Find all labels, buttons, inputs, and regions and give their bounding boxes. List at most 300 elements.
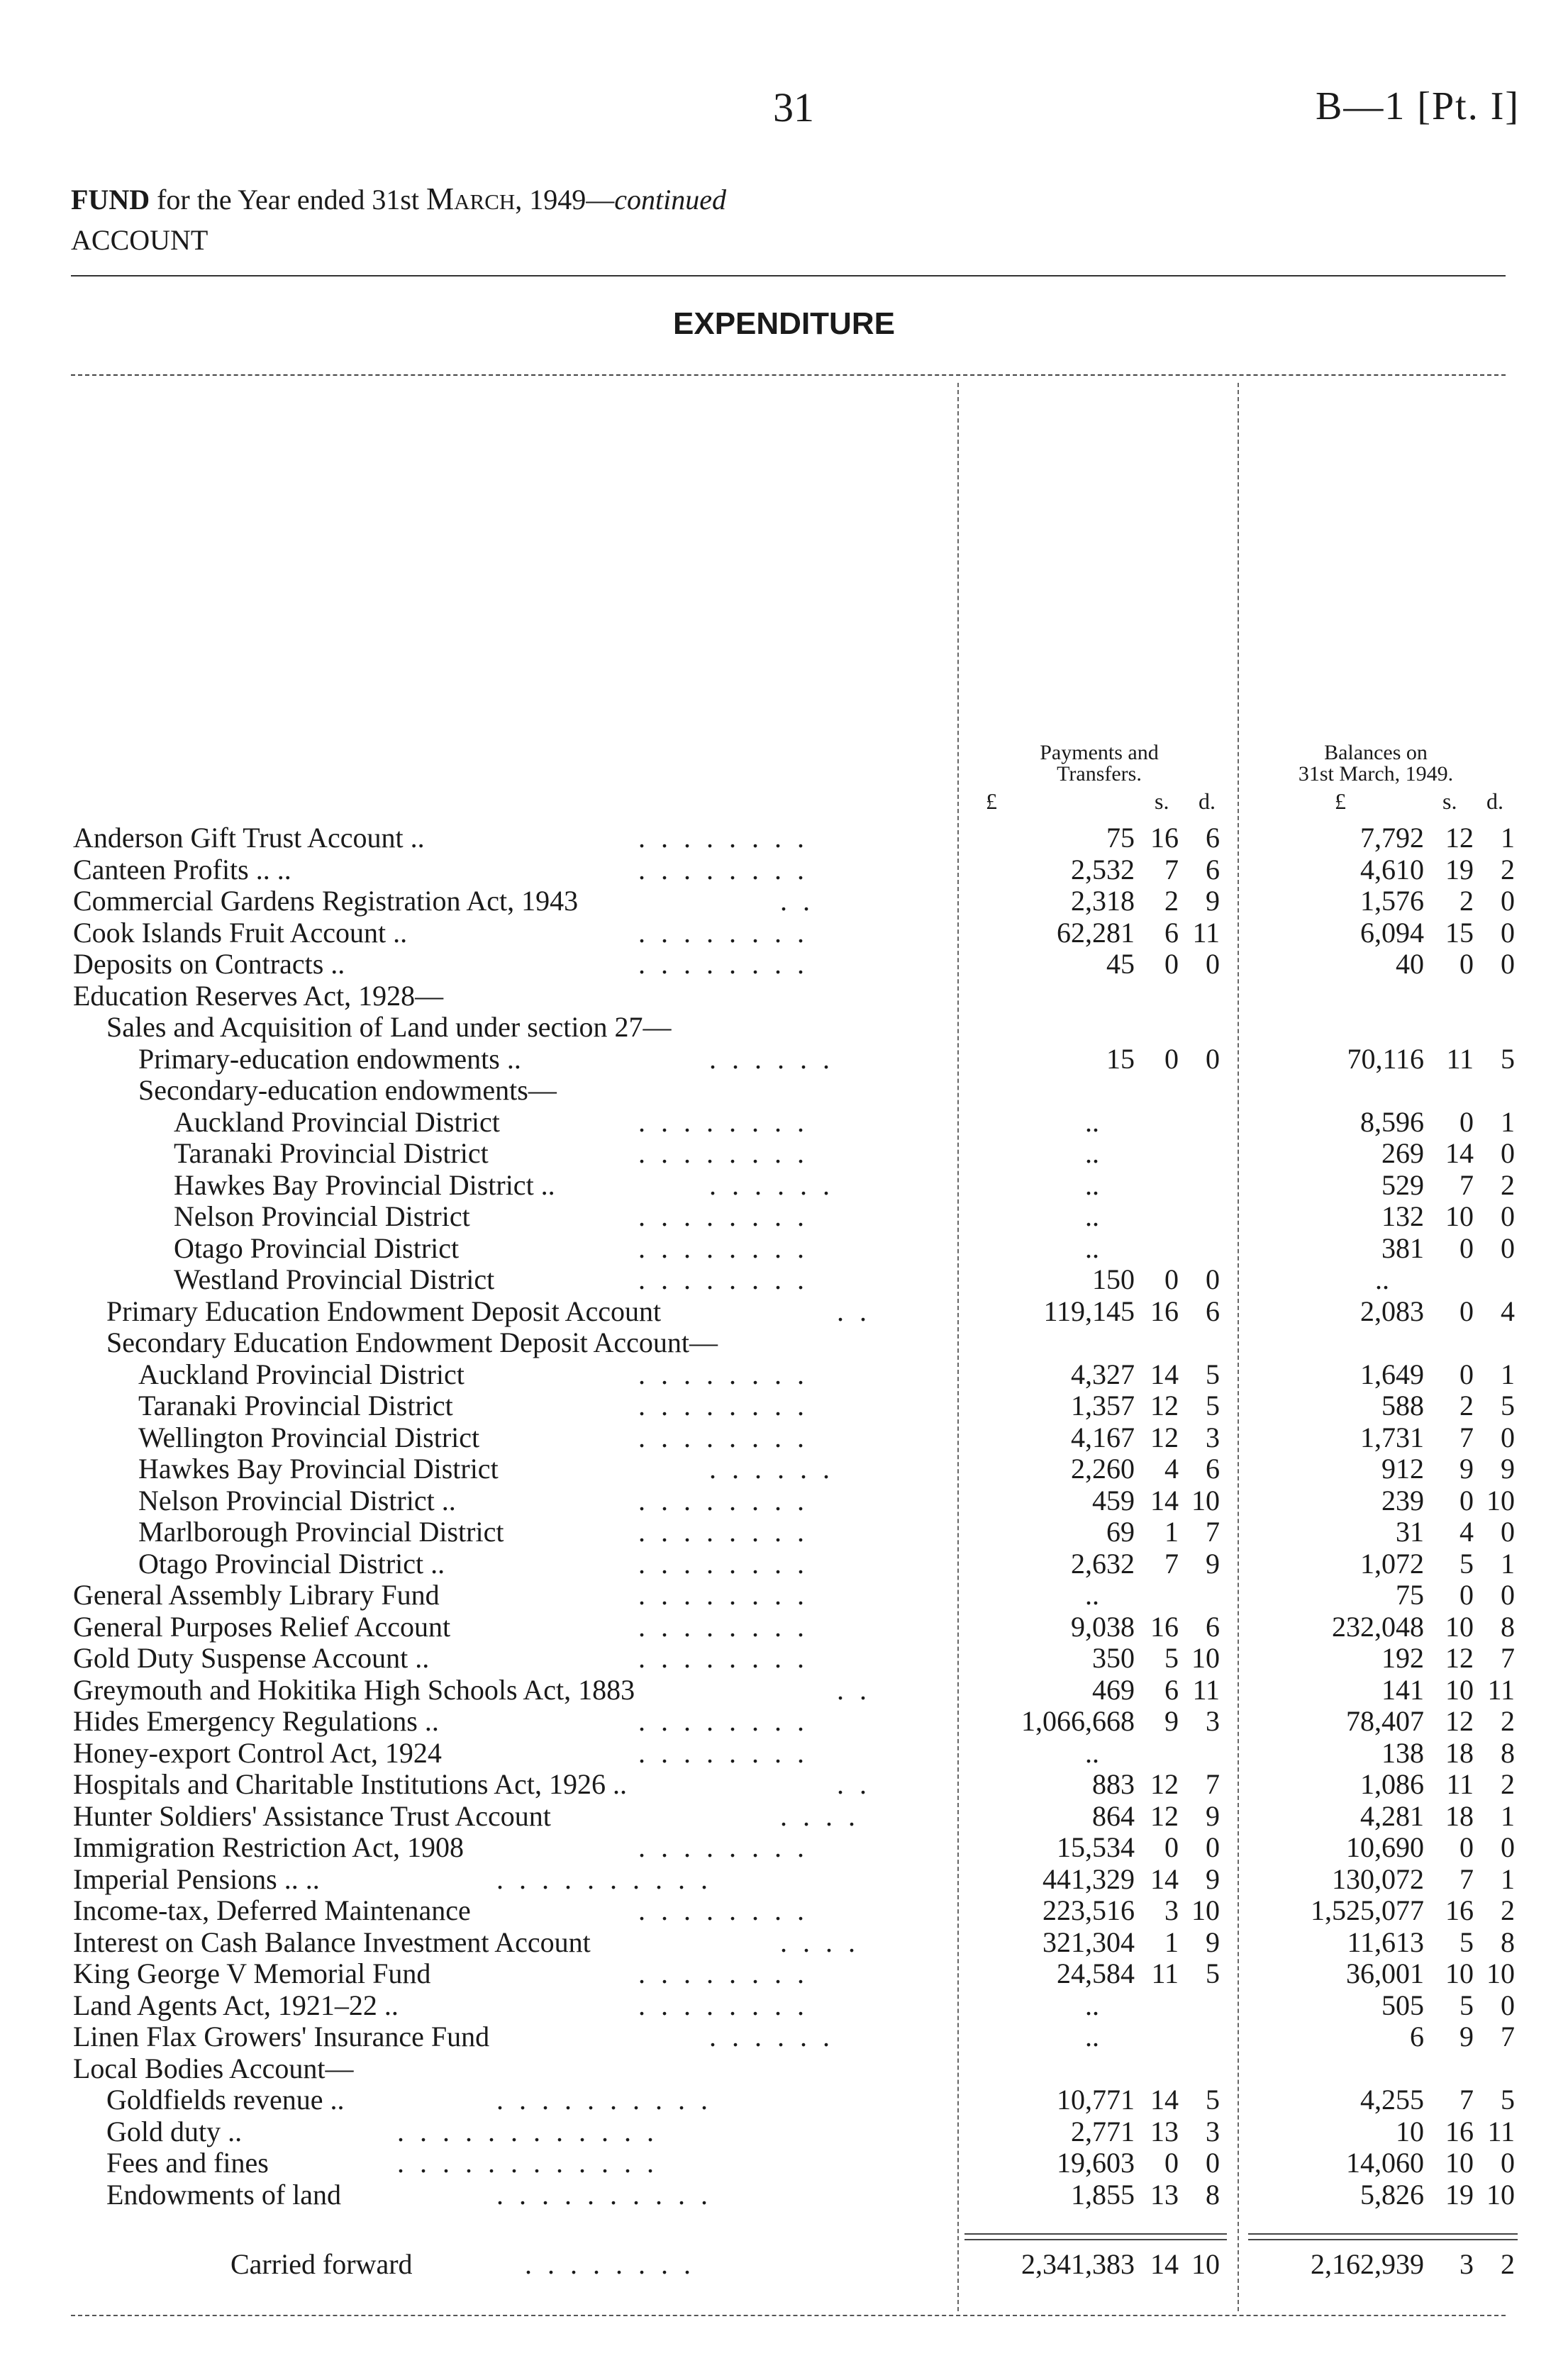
payment-pence: 6 (1206, 1453, 1220, 1485)
balance-pence: 8 (1501, 1926, 1515, 1958)
payment-pounds: 119,145 (1043, 1295, 1135, 1327)
payment-pence: 6 (1206, 822, 1220, 854)
row-label: Honey-export Control Act, 1924 (73, 1736, 442, 1769)
payment-shillings: 1 (1164, 1516, 1179, 1548)
leader-dots: . . . . . . . . (638, 1263, 808, 1295)
table-row (0, 2084, 1568, 2116)
leader-dots: . . . . . . (709, 1168, 834, 1201)
balance-shillings: 0 (1459, 1358, 1474, 1390)
table-row (0, 1138, 1568, 1170)
table-row (0, 1327, 1568, 1359)
leader-dots: . . . . . . . . (638, 1200, 808, 1232)
payment-pounds: 2,632 (1071, 1547, 1135, 1580)
table-row (0, 1044, 1568, 1076)
payment-pence: 9 (1206, 1862, 1220, 1895)
row-label: Secondary-education endowments— (138, 1074, 557, 1106)
expenditure-rows (0, 822, 1568, 2211)
payment-pounds: 4,167 (1071, 1421, 1135, 1453)
payment-pounds: 9,038 (1071, 1610, 1135, 1643)
row-label: Local Bodies Account— (73, 2052, 354, 2084)
section-heading: EXPENDITURE (673, 306, 895, 341)
payment-shillings: 2 (1164, 885, 1179, 917)
balance-shillings: 0 (1459, 1579, 1474, 1611)
leader-dots: . . . . . . . . (638, 1547, 808, 1580)
balance-shillings: 18 (1445, 1799, 1474, 1832)
payment-nil: .. (1085, 1200, 1099, 1232)
row-label: Endowments of land (106, 2178, 342, 2211)
balances-pound-unit: £ (1335, 788, 1346, 814)
row-label: Gold duty .. (106, 2115, 243, 2147)
payment-shillings: 0 (1164, 1042, 1179, 1075)
leader-dots: . . . . . . . . (638, 916, 808, 949)
account-label: ACCOUNT (71, 224, 208, 256)
balance-pence: 11 (1487, 1673, 1515, 1706)
payment-pence: 9 (1206, 1926, 1220, 1958)
row-label: Auckland Provincial District (174, 1105, 500, 1138)
leader-dots: . . . . . . . . (638, 853, 808, 885)
balance-pounds: 232,048 (1332, 1610, 1424, 1643)
payment-shillings: 11 (1151, 1957, 1179, 1989)
balance-pence: 1 (1501, 1799, 1515, 1832)
payment-nil: .. (1085, 1105, 1099, 1138)
row-label: Commercial Gardens Registration Act, 1943 (73, 885, 579, 917)
balance-shillings: 5 (1459, 1547, 1474, 1580)
leader-dots: . . . . . . . . . . (496, 2178, 712, 2211)
leader-dots: . . . . . . . . (638, 1421, 808, 1453)
payment-pence: 11 (1192, 916, 1220, 949)
table-row (0, 1958, 1568, 1990)
table-row (0, 885, 1568, 917)
balance-pence: 11 (1487, 2115, 1515, 2147)
payment-pence: 7 (1206, 1516, 1220, 1548)
table-row (0, 1548, 1568, 1580)
balance-pence: 0 (1501, 1137, 1515, 1169)
payment-shillings: 0 (1164, 2147, 1179, 2179)
balance-pounds: 1,525,077 (1311, 1894, 1424, 1926)
row-label: Hides Emergency Regulations .. (73, 1705, 439, 1737)
balance-pence: 0 (1501, 1516, 1515, 1548)
payment-pence: 6 (1206, 1610, 1220, 1643)
balance-shillings: 0 (1459, 1231, 1474, 1264)
carried-payment-shillings: 14 (1150, 2248, 1179, 2280)
balance-shillings: 11 (1446, 1042, 1474, 1075)
payment-pounds: 24,584 (1057, 1957, 1135, 1989)
leader-dots: . . . . . . . . . . . . (397, 2115, 658, 2147)
table-row (0, 1643, 1568, 1675)
balance-pence: 1 (1501, 822, 1515, 854)
balance-shillings: 0 (1459, 948, 1474, 980)
row-label: Land Agents Act, 1921–22 .. (73, 1989, 399, 2021)
table-row (0, 1264, 1568, 1296)
balance-pounds: 1,072 (1360, 1547, 1424, 1580)
balances-pence-unit: d. (1486, 788, 1503, 814)
payment-shillings: 12 (1150, 1768, 1179, 1800)
balance-shillings: 16 (1445, 2115, 1474, 2147)
table-row (0, 1390, 1568, 1422)
balance-pounds: 381 (1381, 1231, 1424, 1264)
row-label: Cook Islands Fruit Account .. (73, 916, 408, 949)
payment-nil: .. (1085, 2021, 1099, 2052)
leader-dots: . . . . . . (709, 2021, 834, 2052)
leader-dots: . . . . . . . . (638, 1831, 808, 1863)
balance-pounds: 5,826 (1360, 2178, 1424, 2211)
payment-pounds: 15 (1106, 1042, 1135, 1075)
table-row (0, 1296, 1568, 1328)
balance-pounds: 912 (1381, 1453, 1424, 1485)
carried-payment-pounds: 2,341,383 (1021, 2248, 1135, 2280)
payment-nil: .. (1085, 1137, 1099, 1169)
row-label: Hawkes Bay Provincial District .. (174, 1168, 555, 1201)
balance-pounds: 192 (1381, 1642, 1424, 1674)
balance-pounds: 31 (1396, 1516, 1424, 1548)
payment-nil: .. (1085, 1736, 1099, 1769)
row-label: Nelson Provincial District .. (138, 1484, 456, 1516)
top-rule (71, 275, 1506, 276)
payments-total-rule-2 (964, 2239, 1227, 2240)
balance-pounds: 8,596 (1360, 1105, 1424, 1138)
balance-shillings: 12 (1445, 1642, 1474, 1674)
balance-shillings: 10 (1445, 1610, 1474, 1643)
table-row (0, 2021, 1568, 2053)
leader-dots: . . (837, 1295, 871, 1327)
table-row (0, 917, 1568, 949)
balance-pence: 0 (1501, 1579, 1515, 1611)
row-label: General Assembly Library Fund (73, 1579, 440, 1611)
balance-shillings: 0 (1459, 1295, 1474, 1327)
payment-pence: 8 (1206, 2178, 1220, 2211)
table-row (0, 1895, 1568, 1927)
row-label: Otago Provincial District .. (138, 1547, 445, 1580)
leader-dots: . . . . . . . . (638, 1231, 808, 1264)
balance-pence: 7 (1501, 2021, 1515, 2052)
table-row (0, 2179, 1568, 2211)
payment-pounds: 69 (1106, 1516, 1135, 1548)
balance-shillings: 5 (1459, 1926, 1474, 1958)
payment-pence: 5 (1206, 1390, 1220, 1421)
payment-shillings: 7 (1164, 1547, 1179, 1580)
balance-pounds: 1,731 (1360, 1421, 1424, 1453)
balance-shillings: 2 (1459, 885, 1474, 917)
payment-pence: 11 (1192, 1673, 1220, 1706)
payment-pounds: 469 (1092, 1673, 1135, 1706)
balance-pounds: 4,255 (1360, 2084, 1424, 2116)
table-row (0, 1170, 1568, 1202)
payment-shillings: 9 (1164, 1705, 1179, 1737)
balance-pounds: 529 (1381, 1168, 1424, 1201)
payment-nil: .. (1085, 1989, 1099, 2021)
balance-pounds: 588 (1381, 1390, 1424, 1421)
payment-pence: 6 (1206, 1295, 1220, 1327)
payment-shillings: 6 (1164, 916, 1179, 949)
carried-forward-row (0, 2249, 1568, 2280)
payment-shillings: 12 (1150, 1421, 1179, 1453)
balance-shillings: 16 (1445, 1894, 1474, 1926)
payments-total-rule (964, 2233, 1227, 2235)
table-row (0, 1422, 1568, 1454)
payment-pounds: 883 (1092, 1768, 1135, 1800)
payment-pence: 10 (1191, 1894, 1220, 1926)
balances-column-header (1248, 742, 1503, 785)
row-label: Auckland Provincial District (138, 1358, 465, 1390)
table-row (0, 1233, 1568, 1265)
title-for: for the Year ended 31st (157, 184, 420, 216)
carried-balance-pounds: 2,162,939 (1311, 2248, 1424, 2280)
payment-pence: 3 (1206, 2115, 1220, 2147)
table-row (0, 1927, 1568, 1959)
payment-shillings: 0 (1164, 1263, 1179, 1295)
payment-pounds: 864 (1092, 1799, 1135, 1832)
row-label: Hawkes Bay Provincial District (138, 1453, 499, 1485)
row-label: Income-tax, Deferred Maintenance (73, 1894, 471, 1926)
payment-pounds: 441,329 (1042, 1862, 1135, 1895)
row-label: Fees and fines (106, 2147, 269, 2179)
carried-forward-label: Carried forward (230, 2248, 413, 2280)
balance-pence: 5 (1501, 1042, 1515, 1075)
row-label: Goldfields revenue .. (106, 2084, 345, 2116)
balance-pounds: 1,086 (1360, 1768, 1424, 1800)
balance-shillings: 10 (1445, 1957, 1474, 1989)
table-row (0, 1864, 1568, 1896)
payment-pounds: 75 (1106, 822, 1135, 854)
leader-dots: . . . . . . . . (638, 1484, 808, 1516)
leader-dots: . . (780, 885, 814, 917)
balance-pounds: 10,690 (1346, 1831, 1424, 1863)
leader-dots: . . . . . . . . (638, 1358, 808, 1390)
row-label: Sales and Acquisition of Land under section 27— (106, 1011, 672, 1043)
payment-shillings: 14 (1150, 1358, 1179, 1390)
balance-shillings: 18 (1445, 1736, 1474, 1769)
balance-pounds: 239 (1381, 1484, 1424, 1516)
balance-pence: 8 (1501, 1736, 1515, 1769)
payment-shillings: 0 (1164, 948, 1179, 980)
table-row (0, 949, 1568, 981)
balance-pounds: 269 (1381, 1137, 1424, 1169)
payment-pounds: 350 (1092, 1642, 1135, 1674)
balance-shillings: 5 (1459, 1989, 1474, 2021)
row-label: Wellington Provincial District (138, 1421, 480, 1453)
title-month: March (426, 181, 516, 216)
balance-pence: 2 (1501, 853, 1515, 885)
row-label: Linen Flax Growers' Insurance Fund (73, 2021, 490, 2052)
row-label: Interest on Cash Balance Investment Account (73, 1926, 591, 1958)
row-label: General Purposes Relief Account (73, 1610, 451, 1643)
balance-shillings: 10 (1445, 1673, 1474, 1706)
title-fund: FUND (71, 184, 150, 216)
balance-pence: 0 (1501, 885, 1515, 917)
balance-shillings: 15 (1445, 916, 1474, 949)
row-label: Marlborough Provincial District (138, 1516, 504, 1548)
payment-shillings: 16 (1150, 1610, 1179, 1643)
payment-pounds: 45 (1106, 948, 1135, 980)
payment-shillings: 16 (1150, 1295, 1179, 1327)
row-label: Hunter Soldiers' Assistance Trust Account (73, 1799, 551, 1832)
table-row (0, 1611, 1568, 1643)
balance-shillings: 0 (1459, 1105, 1474, 1138)
table-row (0, 1990, 1568, 2022)
table-row (0, 1675, 1568, 1706)
payments-header-line1: Payments and (1040, 741, 1159, 764)
balance-pence: 9 (1501, 1453, 1515, 1485)
balance-pence: 10 (1486, 1484, 1515, 1516)
payment-pounds: 2,260 (1071, 1453, 1135, 1485)
carried-balance-pence: 2 (1501, 2248, 1515, 2280)
table-row (0, 981, 1568, 1012)
row-label: Taranaki Provincial District (138, 1390, 453, 1421)
balance-shillings: 2 (1459, 1390, 1474, 1421)
balance-pence: 2 (1501, 1768, 1515, 1800)
payment-pence: 0 (1206, 1831, 1220, 1863)
leader-dots: . . (837, 1768, 871, 1800)
row-label: Greymouth and Hokitika High Schools Act, 1883 (73, 1673, 635, 1706)
balance-pence: 0 (1501, 2147, 1515, 2179)
leader-dots: . . . . . . . . (638, 1516, 808, 1548)
payment-pounds: 459 (1092, 1484, 1135, 1516)
balance-pounds: 141 (1381, 1673, 1424, 1706)
leader-dots: . . . . . . . . (638, 822, 808, 854)
balance-pence: 4 (1501, 1295, 1515, 1327)
leader-dots: . . . . . . . . (638, 1736, 808, 1769)
payment-shillings: 16 (1150, 822, 1179, 854)
title-continued: continued (614, 184, 727, 216)
payment-shillings: 14 (1150, 1862, 1179, 1895)
payment-shillings: 13 (1150, 2115, 1179, 2147)
balance-shillings: 7 (1459, 1168, 1474, 1201)
leader-dots: . . . . . . . . . . . . (397, 2147, 658, 2179)
table-row (0, 2147, 1568, 2179)
balance-pence: 0 (1501, 948, 1515, 980)
leader-dots: . . . . . . . . (525, 2248, 695, 2280)
balance-pounds: 70,116 (1347, 1042, 1424, 1075)
balance-pounds: 7,792 (1360, 822, 1424, 854)
payment-pounds: 2,532 (1071, 853, 1135, 885)
row-label: Primary-education endowments .. (138, 1042, 521, 1075)
payment-pence: 5 (1206, 1358, 1220, 1390)
footer-rule (71, 2315, 1506, 2316)
table-row (0, 1801, 1568, 1833)
row-label: Canteen Profits .. .. (73, 853, 291, 885)
balance-shillings: 19 (1445, 853, 1474, 885)
leader-dots: . . (837, 1673, 871, 1706)
leader-dots: . . . . (780, 1799, 860, 1832)
table-row (0, 1107, 1568, 1139)
payment-pence: 0 (1206, 1042, 1220, 1075)
table-row (0, 1485, 1568, 1517)
row-label: Deposits on Contracts .. (73, 948, 345, 980)
balance-pounds: 138 (1381, 1736, 1424, 1769)
balances-shilling-unit: s. (1442, 788, 1457, 814)
balances-total-rule (1248, 2233, 1518, 2235)
payment-shillings: 4 (1164, 1453, 1179, 1485)
payment-pence: 5 (1206, 2084, 1220, 2116)
payment-pence: 6 (1206, 853, 1220, 885)
payment-pounds: 223,516 (1042, 1894, 1135, 1926)
table-row (0, 822, 1568, 854)
balance-pence: 1 (1501, 1358, 1515, 1390)
row-label: Otago Provincial District (174, 1231, 460, 1264)
table-row (0, 854, 1568, 886)
balances-total-rule-2 (1248, 2239, 1518, 2240)
table-row (0, 1706, 1568, 1738)
leader-dots: . . . . . . . . . . (496, 2084, 712, 2116)
payment-shillings: 6 (1164, 1673, 1179, 1706)
balance-shillings: 4 (1459, 1516, 1474, 1548)
balance-pence: 2 (1501, 1894, 1515, 1926)
balance-shillings: 7 (1459, 1862, 1474, 1895)
row-label: Imperial Pensions .. .. (73, 1862, 320, 1895)
balance-pounds: 75 (1396, 1579, 1424, 1611)
balance-shillings: 9 (1459, 1453, 1474, 1485)
balance-shillings: 10 (1445, 1200, 1474, 1232)
payment-pence: 0 (1206, 1263, 1220, 1295)
balance-pence: 0 (1501, 1421, 1515, 1453)
page-number: 31 (773, 84, 814, 130)
payment-pounds: 15,534 (1057, 1831, 1135, 1863)
balance-pence: 0 (1501, 1231, 1515, 1264)
table-row (0, 1012, 1568, 1044)
payment-pence: 5 (1206, 1957, 1220, 1989)
balances-header-line2: 31st March, 1949. (1298, 762, 1454, 786)
balance-pence: 1 (1501, 1862, 1515, 1895)
payment-nil: .. (1085, 1579, 1099, 1611)
balance-shillings: 9 (1459, 2021, 1474, 2052)
leader-dots: . . . . . . . . (638, 1705, 808, 1737)
leader-dots: . . . . . . (709, 1042, 834, 1075)
payment-pence: 0 (1206, 2147, 1220, 2179)
carried-payment-pence: 10 (1191, 2248, 1220, 2280)
balance-pence: 10 (1486, 2178, 1515, 2211)
balance-pounds: 78,407 (1346, 1705, 1424, 1737)
payment-pounds: 1,357 (1071, 1390, 1135, 1421)
balance-shillings: 7 (1459, 2084, 1474, 2116)
payment-shillings: 14 (1150, 1484, 1179, 1516)
balance-pence: 1 (1501, 1547, 1515, 1580)
balance-pence: 10 (1486, 1957, 1515, 1989)
row-label: Education Reserves Act, 1928— (73, 979, 444, 1012)
balance-pounds: 6 (1410, 2021, 1424, 2052)
row-label: Taranaki Provincial District (174, 1137, 489, 1169)
leader-dots: . . . . . . . . . . (496, 1862, 712, 1895)
payment-nil: .. (1085, 1168, 1099, 1201)
payment-shillings: 1 (1164, 1926, 1179, 1958)
balance-pence: 0 (1501, 1831, 1515, 1863)
balance-pence: 5 (1501, 1390, 1515, 1421)
leader-dots: . . . . . . . . (638, 1105, 808, 1138)
table-row (0, 1075, 1568, 1107)
carried-balance-shillings: 3 (1459, 2248, 1474, 2280)
payment-pounds: 2,318 (1071, 885, 1135, 917)
payment-pence: 3 (1206, 1421, 1220, 1453)
payment-nil: .. (1085, 1231, 1099, 1264)
balance-pounds: 6,094 (1360, 916, 1424, 949)
payment-shillings: 3 (1164, 1894, 1179, 1926)
table-row (0, 1580, 1568, 1611)
leader-dots: . . . . . . . . (638, 1894, 808, 1926)
payment-pounds: 1,855 (1071, 2178, 1135, 2211)
payments-shilling-unit: s. (1155, 788, 1169, 814)
table-row (0, 1516, 1568, 1548)
balance-pounds: 10 (1396, 2115, 1424, 2147)
row-label: Immigration Restriction Act, 1908 (73, 1831, 465, 1863)
balance-shillings: 11 (1446, 1768, 1474, 1800)
balance-pence: 0 (1501, 1200, 1515, 1232)
payments-pound-unit: £ (986, 788, 997, 814)
payment-pounds: 4,327 (1071, 1358, 1135, 1390)
row-label: Gold Duty Suspense Account .. (73, 1642, 430, 1674)
balance-nil: .. (1375, 1263, 1389, 1295)
payment-shillings: 12 (1150, 1799, 1179, 1832)
leader-dots: . . . . . . . . (638, 948, 808, 980)
table-row (0, 2116, 1568, 2148)
